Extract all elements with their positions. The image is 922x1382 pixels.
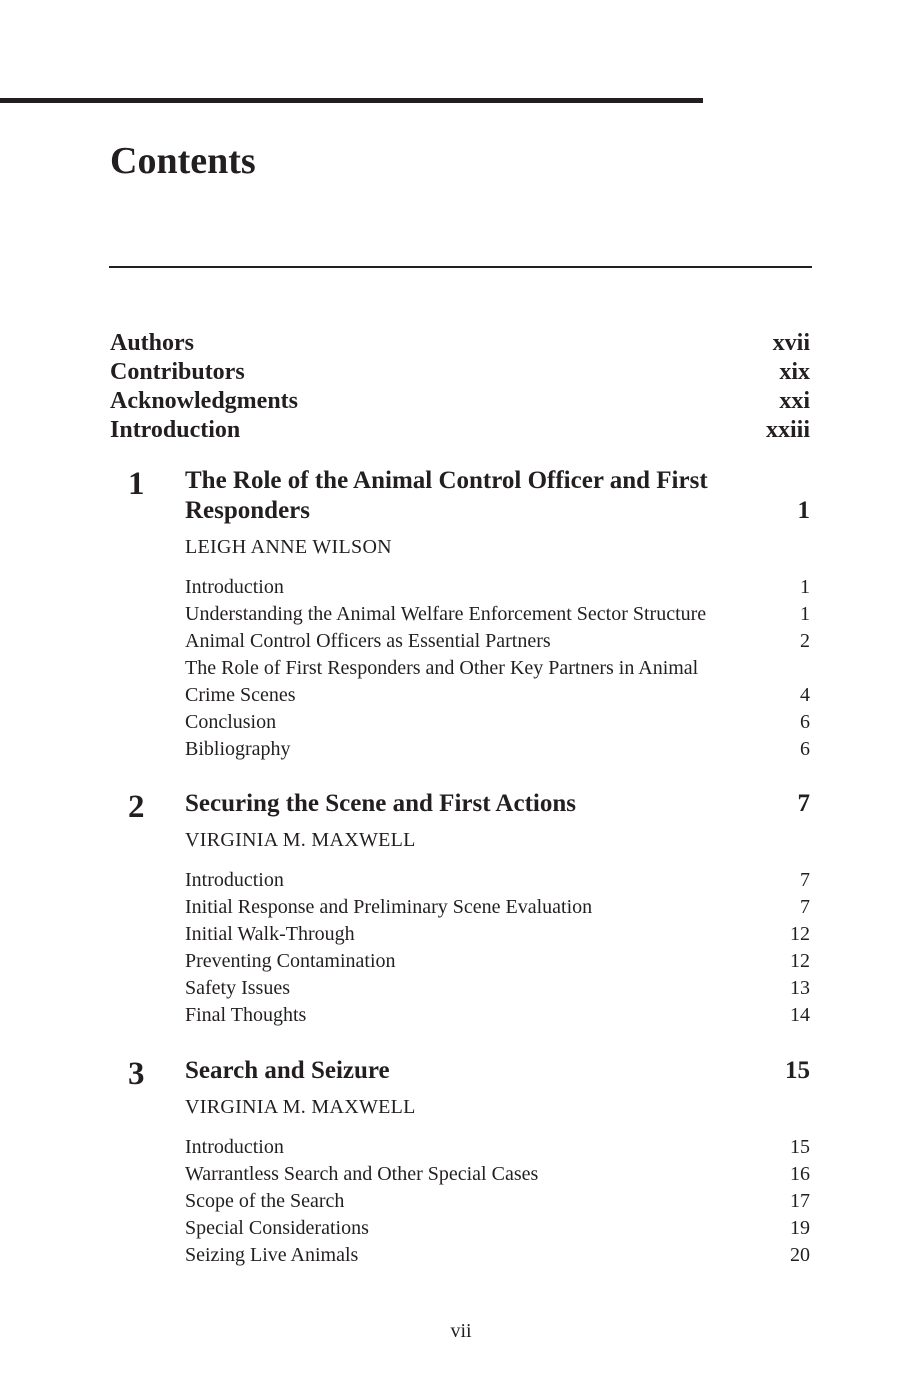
section-page: 13 [790,977,810,999]
section-entry[interactable] [185,1161,810,1188]
section-entry[interactable] [185,601,810,628]
chapter-title-entry[interactable] [185,1056,810,1086]
page-folio: vii [450,1320,472,1342]
section-label: Introduction [185,1136,284,1158]
front-matter-entry[interactable] [110,416,810,445]
entry-label: Introduction [110,417,241,443]
entry-page: xvii [772,330,810,356]
section-entry[interactable] [185,1242,810,1269]
chapter-title-entry[interactable] [185,789,810,819]
section-page: 14 [790,1004,810,1026]
section-label: The Role of First Responders and Other Key Partners in Animal Crime Scenes [185,657,699,706]
section-label: Preventing Contamination [185,950,396,972]
section-entry[interactable] [185,894,810,921]
front-matter-entry[interactable] [110,387,810,416]
chapter-number: 1 [128,466,145,502]
chapter-title: Search and Seizure [185,1057,390,1084]
front-matter-entry[interactable] [110,358,810,387]
page-title: Contents [110,140,256,182]
chapter-2 [110,789,810,1029]
chapter-3 [110,1056,810,1269]
section-label: Introduction [185,576,284,598]
entry-page: xxiii [765,417,810,443]
section-label: Seizing Live Animals [185,1244,359,1266]
section-entry[interactable] [185,975,810,1002]
entry-page: xxi [779,388,810,414]
chapter-title: The Role of the Animal Control Officer and First Responders [185,467,708,524]
chapter-page: 15 [785,1057,810,1084]
section-page: 19 [790,1217,810,1239]
chapter-author: VIRGINIA M. MAXWELL [185,829,416,851]
entry-label: Acknowledgments [110,388,299,414]
entry-page: xix [779,359,810,385]
section-page: 15 [790,1136,810,1158]
chapter-title-entry[interactable] [185,466,810,526]
section-label: Animal Control Officers as Essential Partners [185,630,551,652]
section-page: 12 [790,923,810,945]
section-page: 1 [800,576,810,598]
chapter-number: 2 [128,789,145,825]
section-page: 20 [790,1244,810,1266]
section-entry[interactable] [185,574,810,601]
section-label: Initial Walk-Through [185,923,355,945]
section-entry[interactable] [185,736,810,763]
section-page: 7 [800,896,810,918]
chapter-1 [110,466,810,763]
section-entry[interactable] [185,628,810,655]
section-page: 1 [800,603,810,625]
section-label: Warrantless Search and Other Special Cases [185,1163,539,1185]
chapter-author: VIRGINIA M. MAXWELL [185,1096,416,1118]
section-page: 17 [790,1190,810,1212]
chapter-page: 1 [797,497,810,524]
section-label: Scope of the Search [185,1190,345,1212]
section-page: 7 [800,869,810,891]
section-label: Safety Issues [185,977,290,999]
section-label: Bibliography [185,738,291,760]
chapter-page: 7 [797,790,810,817]
section-label: Special Considerations [185,1217,369,1239]
section-label: Introduction [185,869,284,891]
section-page: 4 [800,684,810,706]
front-matter-entry[interactable] [110,329,810,358]
title-rule [109,266,812,268]
section-page: 12 [790,950,810,972]
section-label: Understanding the Animal Welfare Enforcement Sector Structure [185,603,707,625]
section-entry[interactable] [185,655,810,709]
section-entry[interactable] [185,709,810,736]
chapter-author: LEIGH ANNE WILSON [185,536,392,558]
front-matter-list [110,329,810,445]
section-entry[interactable] [185,1188,810,1215]
section-entry[interactable] [185,921,810,948]
section-entry[interactable] [185,1215,810,1242]
section-label: Initial Response and Preliminary Scene Evaluation [185,896,593,918]
section-page: 6 [800,711,810,733]
section-page: 6 [800,738,810,760]
entry-label: Authors [110,330,195,356]
chapter-title: Securing the Scene and First Actions [185,790,576,817]
top-rule [0,98,703,103]
section-entry[interactable] [185,948,810,975]
section-entry[interactable] [185,1134,810,1161]
section-entry[interactable] [185,1002,810,1029]
section-label: Conclusion [185,711,277,733]
section-page: 2 [800,630,810,652]
section-page: 16 [790,1163,810,1185]
chapter-number: 3 [128,1056,145,1092]
section-label: Final Thoughts [185,1004,307,1026]
section-entry[interactable] [185,867,810,894]
entry-label: Contributors [110,359,245,385]
